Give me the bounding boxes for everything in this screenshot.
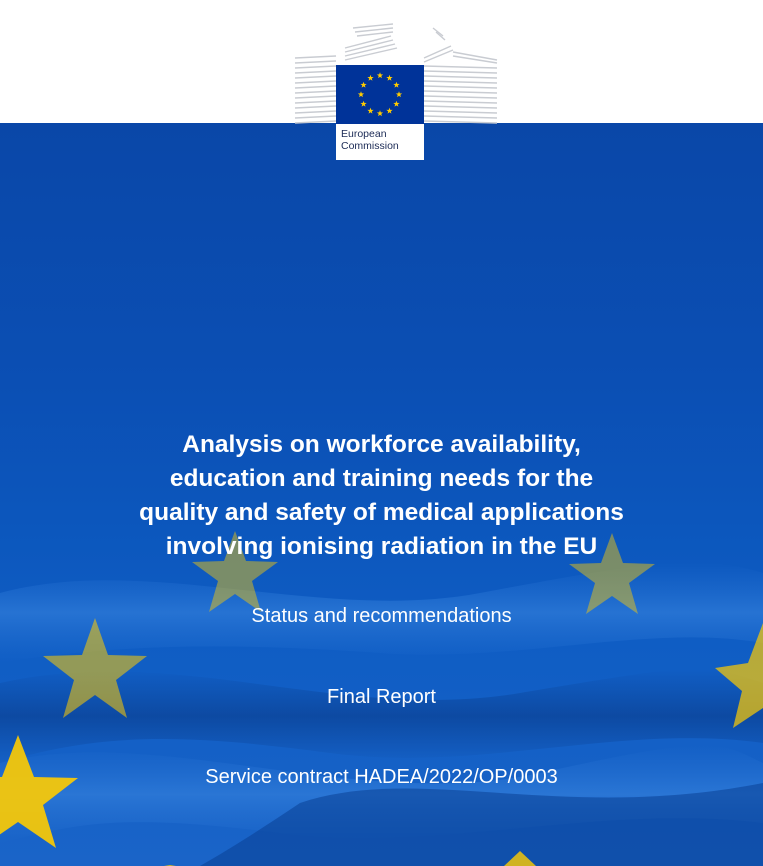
report-type: Final Report bbox=[327, 686, 436, 708]
eu-flag-icon bbox=[336, 65, 424, 124]
logo-star-icon bbox=[360, 82, 366, 88]
logo-star-icon bbox=[367, 75, 373, 81]
logo-text bbox=[336, 124, 424, 160]
title-line: Analysis on workforce availability, bbox=[182, 431, 581, 458]
logo-star-icon bbox=[396, 91, 402, 97]
report-subtitle: Status and recommendations bbox=[251, 605, 512, 627]
logo-line-2: Commission bbox=[341, 140, 399, 152]
logo-star-icon bbox=[386, 75, 392, 81]
logo-star-icon bbox=[386, 108, 392, 114]
logo-star-icon bbox=[360, 101, 366, 107]
logo-star-icon bbox=[367, 108, 373, 114]
european-commission-logo bbox=[293, 22, 499, 160]
logo-star-icon bbox=[377, 110, 383, 116]
report-title bbox=[60, 428, 703, 564]
logo-star-icon bbox=[393, 101, 399, 107]
title-line: quality and safety of medical applications bbox=[139, 499, 624, 526]
service-contract: Service contract HADEA/2022/OP/0003 bbox=[205, 766, 558, 788]
title-line: involving ionising radiation in the EU bbox=[165, 533, 598, 560]
logo-star-icon bbox=[358, 91, 364, 97]
logo-star-icon bbox=[377, 72, 383, 78]
title-line: education and training needs for the bbox=[169, 465, 594, 492]
logo-line-1: European bbox=[341, 128, 387, 140]
logo-star-icon bbox=[393, 82, 399, 88]
